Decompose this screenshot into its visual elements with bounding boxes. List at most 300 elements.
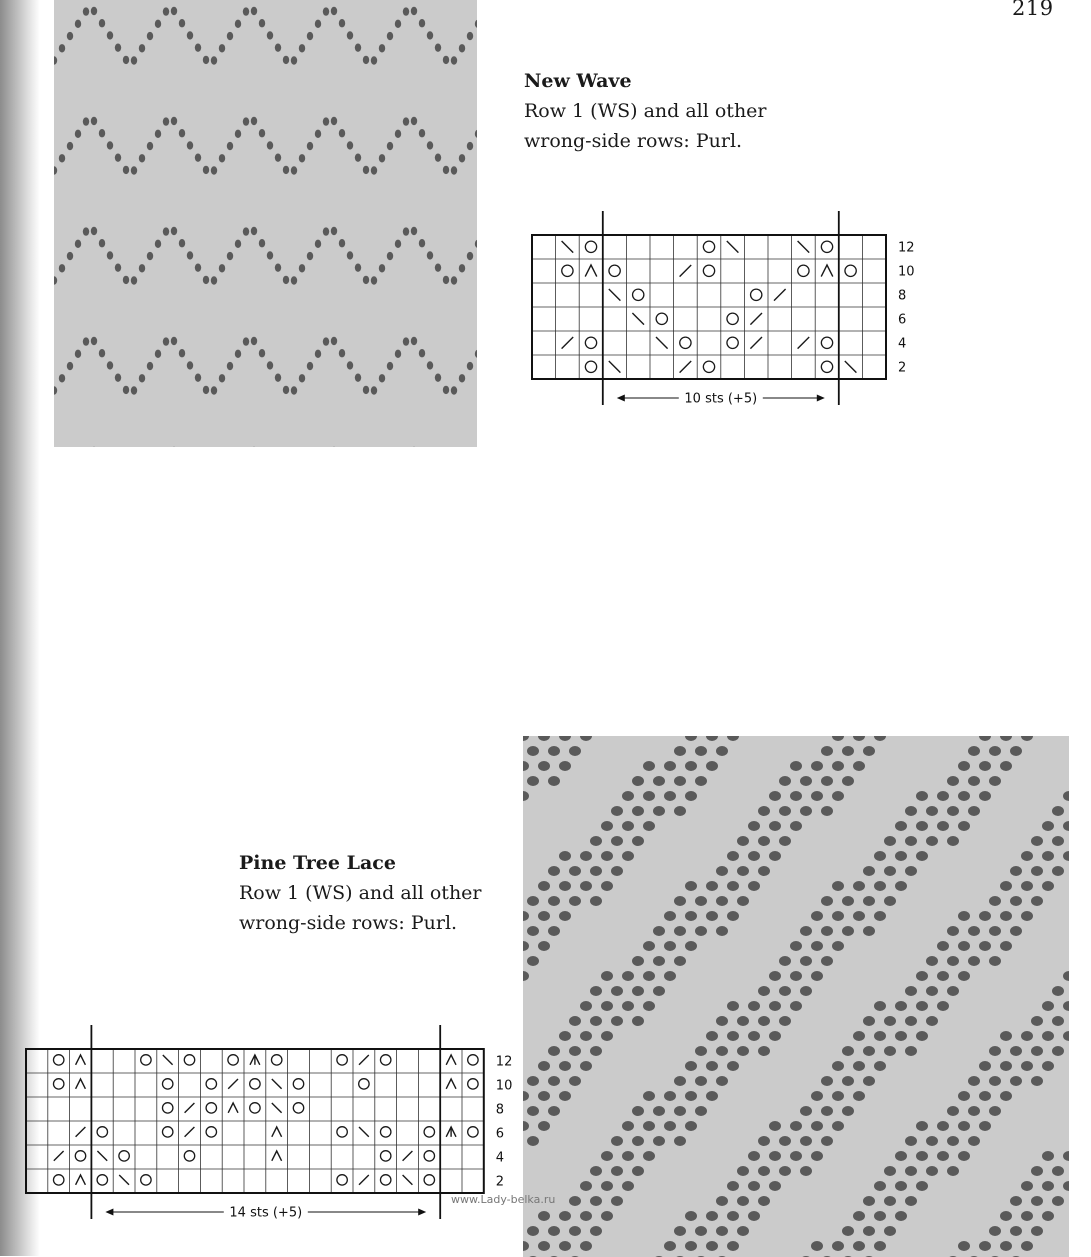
eyelet-hole (1042, 1151, 1054, 1161)
eyelet-hole (695, 926, 707, 936)
eyelet-hole (842, 1106, 854, 1116)
new-wave-chart (528, 210, 928, 414)
eyelet-hole (884, 1166, 896, 1176)
eyelet-hole (706, 881, 718, 891)
eyelet-hole (979, 1091, 991, 1101)
eyelet-hole (800, 776, 812, 786)
eyelet-hole (611, 806, 623, 816)
eyelet-hole (363, 166, 369, 174)
eyelet-hole (695, 776, 707, 786)
eyelet-hole (695, 1046, 707, 1056)
eyelet-hole (569, 896, 581, 906)
eyelet-hole (790, 791, 802, 801)
eyelet-hole (75, 20, 81, 28)
eyelet-hole (874, 1001, 886, 1011)
eyelet-hole (611, 986, 623, 996)
eyelet-hole (559, 1241, 571, 1251)
eyelet-hole (601, 851, 613, 861)
eyelet-hole (1000, 1241, 1012, 1251)
eyelet-hole (67, 142, 73, 150)
eyelet-hole (538, 1211, 550, 1221)
k2tog-symbol (680, 361, 692, 373)
eyelet-hole (758, 806, 770, 816)
eyelet-hole (884, 1196, 896, 1206)
yarn-over-symbol (585, 361, 596, 372)
eyelet-hole (674, 806, 686, 816)
eyelet-hole (958, 1091, 970, 1101)
eyelet-hole (227, 32, 233, 40)
eyelet-hole (1021, 1061, 1033, 1071)
eyelet-hole (853, 911, 865, 921)
eyelet-hole (580, 1001, 592, 1011)
eyelet-hole (1021, 881, 1033, 891)
eyelet-hole (716, 896, 728, 906)
eyelet-hole (716, 1196, 728, 1206)
eyelet-hole (569, 1076, 581, 1086)
eyelet-hole (685, 941, 697, 951)
eyelet-hole (99, 19, 105, 27)
eyelet-hole (275, 43, 281, 51)
knitted-lace-swatch-icon (523, 736, 1069, 1257)
eyelet-hole (926, 806, 938, 816)
eyelet-hole (1042, 1061, 1054, 1071)
eyelet-hole (91, 227, 97, 235)
yarn-over-symbol (250, 1103, 260, 1113)
eyelet-hole (727, 1241, 739, 1251)
yarn-over-symbol (468, 1055, 478, 1065)
eyelet-hole (67, 252, 73, 260)
eyelet-hole (716, 1046, 728, 1056)
eyelet-hole (123, 56, 129, 64)
eyelet-hole (107, 361, 113, 369)
eyelet-hole (548, 1076, 560, 1086)
eyelet-hole (632, 1106, 644, 1116)
eyelet-hole (632, 1136, 644, 1146)
eyelet-hole (235, 240, 241, 248)
repeat-label: 10 sts (+5) (684, 392, 757, 407)
eyelet-hole (538, 1241, 550, 1251)
eyelet-hole (435, 153, 441, 161)
row-number-label: 8 (496, 1103, 504, 1118)
eyelet-hole (115, 153, 121, 161)
eyelet-hole (769, 1001, 781, 1011)
eyelet-hole (905, 1046, 917, 1056)
eyelet-hole (559, 761, 571, 771)
eyelet-hole (905, 1166, 917, 1176)
eyelet-hole (211, 56, 217, 64)
eyelet-hole (863, 896, 875, 906)
arrow-left-icon (617, 395, 625, 402)
yarn-over-symbol (162, 1127, 172, 1137)
eyelet-hole (403, 117, 409, 125)
eyelet-hole (219, 154, 225, 162)
eyelet-hole (1010, 1196, 1022, 1206)
ssk-symbol (845, 361, 857, 373)
eyelet-hole (853, 1091, 865, 1101)
eyelet-hole (874, 1211, 886, 1221)
eyelet-hole (339, 239, 345, 247)
eyelet-hole (790, 941, 802, 951)
eyelet-hole (139, 264, 145, 272)
eyelet-hole (559, 911, 571, 921)
eyelet-hole (139, 154, 145, 162)
eyelet-hole (1052, 1196, 1064, 1206)
eyelet-hole (548, 746, 560, 756)
row-number-label: 8 (898, 289, 906, 304)
eyelet-hole (283, 166, 289, 174)
eyelet-hole (131, 276, 137, 284)
ssk-symbol (609, 289, 621, 301)
eyelet-hole (1010, 1226, 1022, 1236)
eyelet-hole (947, 1166, 959, 1176)
eyelet-hole (115, 373, 121, 381)
eyelet-hole (947, 956, 959, 966)
eyelet-hole (643, 1091, 655, 1101)
eyelet-hole (758, 986, 770, 996)
yarn-over-symbol (703, 361, 714, 372)
eyelet-hole (601, 1211, 613, 1221)
eyelet-hole (379, 374, 385, 382)
eyelet-hole (291, 166, 297, 174)
eyelet-hole (187, 361, 193, 369)
eyelet-hole (147, 32, 153, 40)
eyelet-hole (601, 821, 613, 831)
eyelet-hole (1052, 866, 1064, 876)
eyelet-hole (769, 821, 781, 831)
eyelet-hole (171, 227, 177, 235)
eyelet-hole (1042, 1031, 1054, 1041)
eyelet-hole (653, 956, 665, 966)
eyelet-hole (811, 911, 823, 921)
eyelet-hole (251, 337, 257, 345)
eyelet-hole (958, 821, 970, 831)
eyelet-hole (958, 971, 970, 981)
eyelet-hole (580, 1181, 592, 1191)
eyelet-hole (622, 1001, 634, 1011)
eyelet-hole (363, 386, 369, 394)
eyelet-hole (979, 1241, 991, 1251)
eyelet-hole (527, 746, 539, 756)
eyelet-hole (958, 1151, 970, 1161)
eyelet-hole (1010, 866, 1022, 876)
eyelet-hole (211, 386, 217, 394)
eyelet-hole (323, 337, 329, 345)
eyelet-hole (832, 881, 844, 891)
eyelet-hole (275, 263, 281, 271)
eyelet-hole (1042, 1211, 1054, 1221)
eyelet-hole (779, 1166, 791, 1176)
eyelet-hole (653, 1136, 665, 1146)
eyelet-hole (664, 1091, 676, 1101)
ssk-symbol (727, 241, 739, 253)
eyelet-hole (107, 251, 113, 259)
eyelet-hole (601, 1031, 613, 1041)
eyelet-hole (727, 1001, 739, 1011)
eyelet-hole (1021, 1181, 1033, 1191)
row-number-label: 4 (496, 1151, 504, 1166)
eyelet-hole (769, 1151, 781, 1161)
eyelet-hole (832, 1091, 844, 1101)
eyelet-hole (203, 276, 209, 284)
eyelet-hole (195, 153, 201, 161)
eyelet-hole (853, 1211, 865, 1221)
yarn-over-symbol (798, 265, 809, 276)
eyelet-hole (1000, 1061, 1012, 1071)
eyelet-hole (601, 1001, 613, 1011)
eyelet-hole (315, 350, 321, 358)
yarn-over-symbol (228, 1055, 238, 1065)
eyelet-hole (267, 31, 273, 39)
eyelet-hole (171, 7, 177, 15)
eyelet-hole (195, 373, 201, 381)
eyelet-hole (622, 821, 634, 831)
eyelet-hole (727, 881, 739, 891)
eyelet-hole (748, 1001, 760, 1011)
eyelet-hole (1000, 941, 1012, 951)
eyelet-hole (67, 362, 73, 370)
eyelet-hole (538, 881, 550, 891)
eyelet-hole (59, 264, 65, 272)
eyelet-hole (979, 791, 991, 801)
eyelet-hole (307, 32, 313, 40)
eyelet-hole (895, 1001, 907, 1011)
eyelet-hole (874, 851, 886, 861)
eyelet-hole (916, 971, 928, 981)
eyelet-hole (251, 7, 257, 15)
eyelet-hole (187, 31, 193, 39)
eyelet-hole (947, 926, 959, 936)
eyelet-hole (800, 926, 812, 936)
eyelet-hole (685, 881, 697, 891)
eyelet-hole (821, 1136, 833, 1146)
eyelet-hole (99, 129, 105, 137)
k2tog-symbol (798, 337, 810, 349)
eyelet-hole (467, 252, 473, 260)
eyelet-hole (1021, 851, 1033, 861)
eyelet-hole (863, 926, 875, 936)
eyelet-hole (958, 1241, 970, 1251)
eyelet-hole (459, 374, 465, 382)
eyelet-hole (811, 1091, 823, 1101)
eyelet-hole (979, 761, 991, 771)
eyelet-hole (832, 1061, 844, 1071)
pattern-title: Pine Tree Lace (239, 848, 539, 878)
eyelet-hole (123, 386, 129, 394)
eyelet-hole (674, 776, 686, 786)
yarn-over-symbol (141, 1175, 151, 1185)
eyelet-hole (411, 227, 417, 235)
eyelet-hole (195, 263, 201, 271)
eyelet-hole (779, 1016, 791, 1026)
eyelet-hole (905, 1136, 917, 1146)
double-decrease-symbol (821, 265, 833, 277)
eyelet-hole (653, 986, 665, 996)
eyelet-hole (1052, 986, 1064, 996)
eyelet-hole (59, 154, 65, 162)
eyelet-hole (299, 44, 305, 52)
eyelet-hole (832, 761, 844, 771)
eyelet-hole (387, 32, 393, 40)
eyelet-hole (219, 44, 225, 52)
eyelet-hole (548, 866, 560, 876)
eyelet-hole (737, 1046, 749, 1056)
eyelet-hole (147, 362, 153, 370)
eyelet-hole (291, 56, 297, 64)
eyelet-hole (979, 941, 991, 951)
arrow-right-icon (418, 1209, 426, 1216)
eyelet-hole (355, 373, 361, 381)
eyelet-hole (727, 911, 739, 921)
eyelet-hole (83, 227, 89, 235)
ssk-symbol (798, 241, 810, 253)
eyelet-hole (674, 926, 686, 936)
eyelet-hole (1052, 836, 1064, 846)
ssk-symbol (119, 1175, 129, 1185)
eyelet-hole (243, 7, 249, 15)
knitted-lace-swatch-icon (54, 0, 477, 447)
ssk-symbol (272, 1079, 282, 1089)
row-number-label: 6 (898, 313, 906, 328)
eyelet-hole (267, 361, 273, 369)
eyelet-hole (748, 1181, 760, 1191)
eyelet-hole (580, 1241, 592, 1251)
eyelet-hole (737, 1166, 749, 1176)
eyelet-hole (832, 791, 844, 801)
eyelet-hole (251, 227, 257, 235)
row-number-label: 2 (496, 1175, 504, 1190)
eyelet-hole (926, 1136, 938, 1146)
eyelet-hole (527, 956, 539, 966)
eyelet-hole (187, 251, 193, 259)
eyelet-hole (674, 1076, 686, 1086)
eyelet-hole (748, 1211, 760, 1221)
eyelet-hole (331, 7, 337, 15)
eyelet-hole (601, 1151, 613, 1161)
eyelet-hole (363, 276, 369, 284)
eyelet-hole (443, 386, 449, 394)
eyelet-hole (968, 1076, 980, 1086)
eyelet-hole (243, 337, 249, 345)
eyelet-hole (435, 373, 441, 381)
page-number: 219 (1012, 0, 1054, 20)
eyelet-hole (403, 7, 409, 15)
row-number-label: 6 (496, 1127, 504, 1142)
eyelet-hole (611, 1136, 623, 1146)
eyelet-hole (622, 851, 634, 861)
eyelet-hole (155, 130, 161, 138)
eyelet-hole (706, 761, 718, 771)
eyelet-hole (1031, 1016, 1043, 1026)
eyelet-hole (989, 896, 1001, 906)
eyelet-hole (758, 836, 770, 846)
eyelet-hole (989, 1226, 1001, 1236)
eyelet-hole (832, 941, 844, 951)
eyelet-hole (821, 746, 833, 756)
eyelet-hole (1000, 1211, 1012, 1221)
eyelet-hole (459, 44, 465, 52)
eyelet-hole (75, 240, 81, 248)
yarn-over-symbol (337, 1175, 347, 1185)
eyelet-hole (674, 956, 686, 966)
yarn-over-symbol (727, 337, 738, 348)
eyelet-hole (884, 896, 896, 906)
eyelet-hole (83, 117, 89, 125)
arrow-right-icon (817, 395, 825, 402)
double-decrease-symbol (76, 1079, 86, 1089)
eyelet-hole (895, 881, 907, 891)
eyelet-hole (580, 851, 592, 861)
double-decrease-symbol (272, 1127, 282, 1137)
eyelet-hole (107, 141, 113, 149)
eyelet-hole (347, 251, 353, 259)
double-decrease-symbol (272, 1151, 282, 1161)
eyelet-hole (695, 1226, 707, 1236)
eyelet-hole (590, 866, 602, 876)
eyelet-hole (716, 1016, 728, 1026)
eyelet-hole (427, 141, 433, 149)
eyelet-hole (695, 896, 707, 906)
eyelet-hole (758, 1046, 770, 1056)
eyelet-hole (947, 1106, 959, 1116)
eyelet-hole (937, 821, 949, 831)
eyelet-hole (926, 986, 938, 996)
eyelet-hole (790, 761, 802, 771)
eyelet-hole (737, 1196, 749, 1206)
eyelet-hole (275, 373, 281, 381)
eyelet-hole (211, 276, 217, 284)
eyelet-hole (884, 866, 896, 876)
eyelet-hole (427, 31, 433, 39)
eyelet-hole (569, 1016, 581, 1026)
eyelet-hole (811, 1121, 823, 1131)
eyelet-hole (674, 896, 686, 906)
eyelet-hole (1031, 1166, 1043, 1176)
eyelet-hole (758, 866, 770, 876)
yarn-over-symbol (562, 265, 573, 276)
eyelet-hole (664, 761, 676, 771)
eyelet-hole (163, 227, 169, 235)
eyelet-hole (632, 1166, 644, 1176)
eyelet-hole (1010, 1076, 1022, 1086)
eyelet-hole (748, 1031, 760, 1041)
eyelet-hole (695, 746, 707, 756)
eyelet-hole (653, 776, 665, 786)
pine-tree-lace-chart (22, 1022, 522, 1236)
eyelet-hole (958, 1121, 970, 1131)
eyelet-hole (323, 117, 329, 125)
eyelet-hole (569, 1226, 581, 1236)
ssk-symbol (163, 1055, 173, 1065)
swatch-background (523, 736, 1069, 1257)
eyelet-hole (387, 142, 393, 150)
eyelet-hole (937, 1001, 949, 1011)
eyelet-hole (842, 926, 854, 936)
eyelet-hole (863, 866, 875, 876)
eyelet-hole (989, 926, 1001, 936)
eyelet-hole (779, 806, 791, 816)
eyelet-hole (653, 806, 665, 816)
eyelet-hole (916, 1181, 928, 1191)
eyelet-hole (800, 1166, 812, 1176)
eyelet-hole (1021, 1241, 1033, 1251)
eyelet-hole (371, 386, 377, 394)
eyelet-hole (267, 141, 273, 149)
eyelet-hole (979, 1061, 991, 1071)
eyelet-hole (926, 956, 938, 966)
eyelet-hole (339, 19, 345, 27)
eyelet-hole (569, 746, 581, 756)
eyelet-hole (874, 1241, 886, 1251)
